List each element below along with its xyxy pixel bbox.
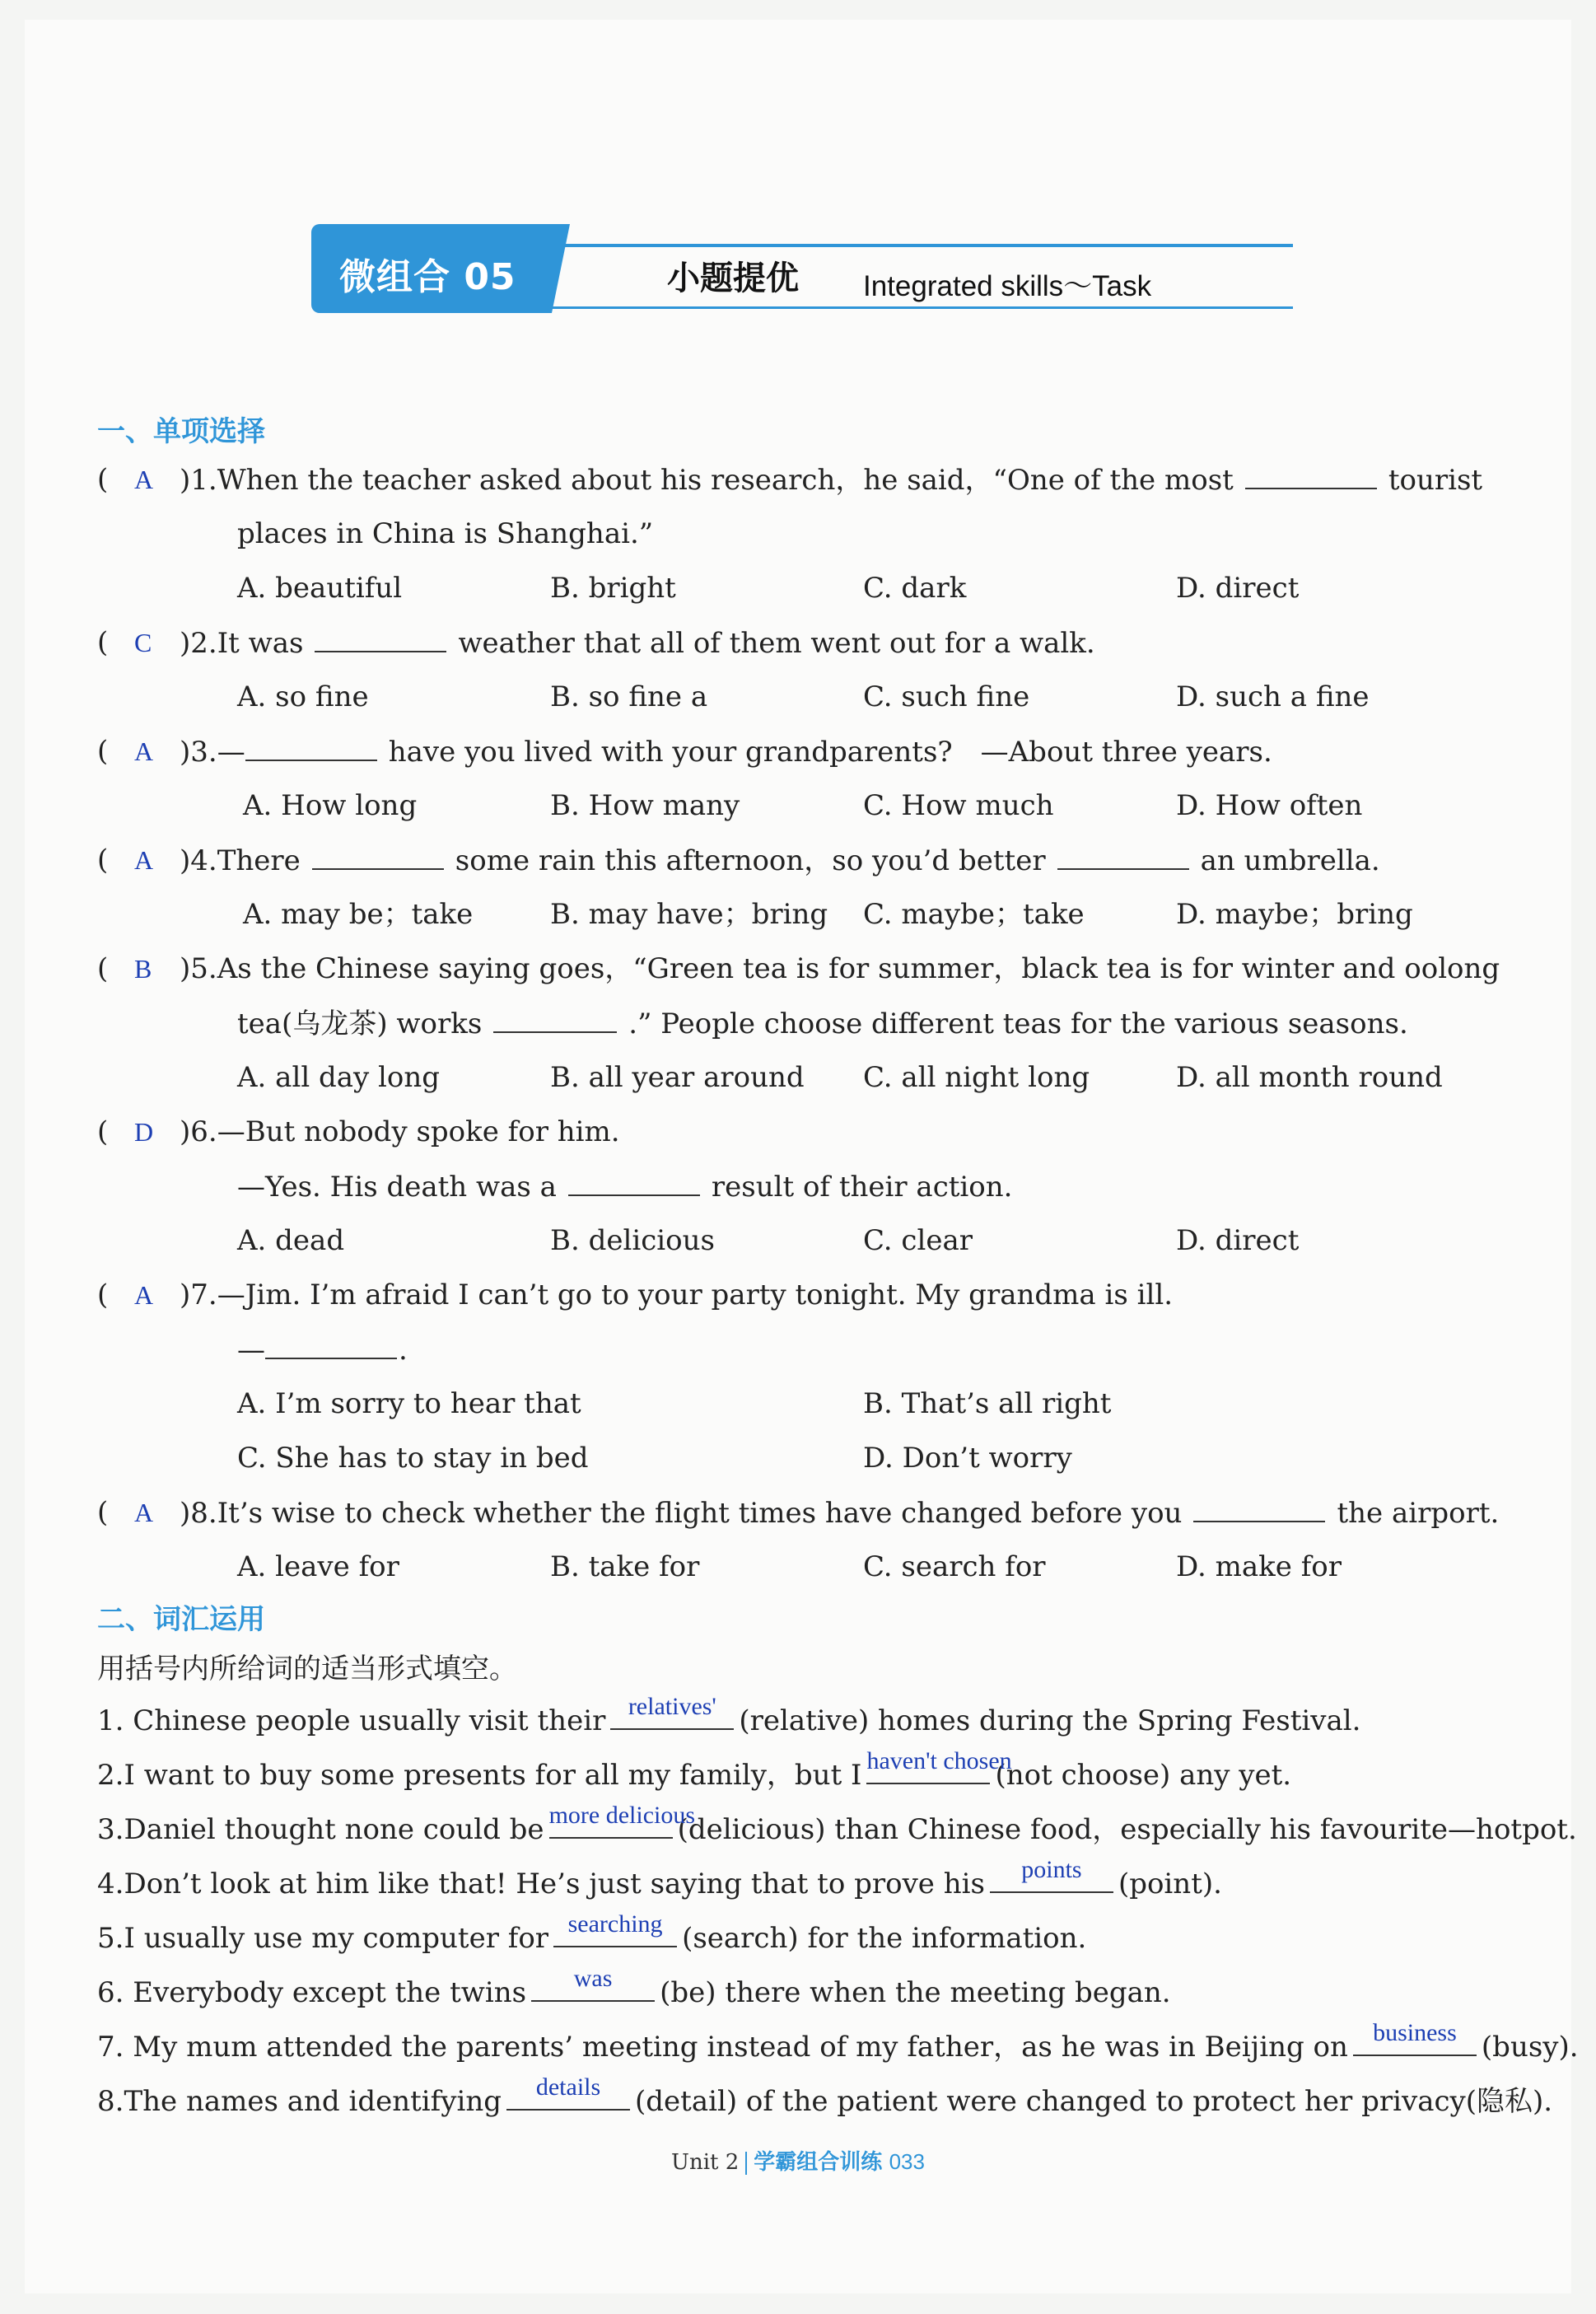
- option: B. all year around: [550, 1061, 805, 1094]
- answer-4: A: [134, 845, 154, 875]
- option: D. direct: [1176, 572, 1300, 605]
- answer-blank: [493, 1007, 617, 1033]
- option: D. all month round: [1176, 1061, 1443, 1094]
- option: A. all day long: [237, 1061, 441, 1094]
- option: D. such a fine: [1176, 680, 1370, 713]
- answer-8: A: [134, 1498, 154, 1527]
- page-number: 033: [889, 2149, 925, 2174]
- vocab-item-1: 1. Chinese people usually visit their relatives' (relative) homes during the Spring Festival.: [97, 1693, 1361, 1737]
- answer-blank: [245, 735, 377, 761]
- option: B. That’s all right: [863, 1387, 1112, 1420]
- answer-blank: [1193, 1496, 1325, 1522]
- banner-tab-label: 微组合 05: [339, 256, 516, 298]
- footer-brand: 学霸组合训练: [754, 2150, 883, 2175]
- answer-blank: [1245, 463, 1377, 489]
- option: C. She has to stay in bed: [237, 1442, 589, 1475]
- vocab-item-6: 6. Everybody except the twins was (be) there when the meeting began.: [97, 1965, 1171, 2009]
- banner-divider-top: [552, 244, 1293, 247]
- option: B. so fine a: [550, 680, 708, 713]
- vocab-item-5: 5.I usually use my computer for searching (search) for the information.: [97, 1910, 1087, 1955]
- answer-5: B: [134, 954, 152, 984]
- answer-6: D: [134, 1117, 154, 1147]
- section-instruction: 用括号内所给词的适当形式填空。: [97, 1653, 517, 1685]
- page-footer: [0, 2145, 1596, 2176]
- option: B. delicious: [550, 1224, 715, 1257]
- option: B. take for: [550, 1550, 700, 1583]
- option: A. beautiful: [237, 572, 403, 605]
- banner-title: 小题提优: [667, 259, 799, 297]
- vocab-item-3: 3.Daniel thought none could be more delicious (delicious) than Chinese food，especially his favourite—hotpot.: [97, 1802, 1577, 1846]
- section-heading-vocab: 二、词汇运用: [97, 1603, 265, 1636]
- answer-blank: [315, 626, 446, 652]
- answer-blank: searching: [553, 1918, 677, 1947]
- option: C. dark: [863, 572, 967, 605]
- footer-unit: Unit 2: [671, 2150, 740, 2175]
- answer-2: C: [134, 628, 152, 657]
- answer-1: A: [134, 465, 154, 494]
- option: B. How many: [550, 789, 740, 822]
- section-heading-choice: 一、单项选择: [97, 415, 265, 448]
- option: D. How often: [1176, 789, 1363, 822]
- option: C. all night long: [863, 1061, 1090, 1094]
- vocab-item-8: 8.The names and identifying details (detail) of the patient were changed to protect her privacy(隐私).: [97, 2073, 1553, 2118]
- option: A. leave for: [237, 1550, 399, 1583]
- banner-divider-bottom: [552, 306, 1293, 309]
- option: B. bright: [550, 572, 676, 605]
- answer-blank: relatives': [610, 1700, 734, 1730]
- option: C. maybe；take: [863, 898, 1085, 931]
- vocab-item-4: 4.Don’t look at him like that! He’s just saying that to prove his points (point).: [97, 1856, 1222, 1900]
- footer-separator: [745, 2152, 747, 2175]
- answer-blank: [312, 844, 444, 870]
- vocab-item-2: 2.I want to buy some presents for all my family，but I haven't chosen (not choose) any yet.: [97, 1747, 1292, 1792]
- option: C. clear: [863, 1224, 973, 1257]
- option: C. search for: [863, 1550, 1046, 1583]
- option: A. may be；take: [243, 898, 474, 931]
- option: A. dead: [237, 1224, 345, 1257]
- option: C. How much: [863, 789, 1054, 822]
- option: D. direct: [1176, 1224, 1300, 1257]
- answer-3: A: [134, 736, 154, 766]
- banner-subtitle: Integrated skills～Task: [863, 270, 1152, 302]
- vocab-item-7: 7. My mum attended the parents’ meeting instead of my father，as he was in Beijing on business (busy).: [97, 2019, 1579, 2064]
- option: B. may have；bring: [550, 898, 828, 931]
- answer-blank: [1057, 844, 1189, 870]
- answer-blank: points: [990, 1863, 1113, 1893]
- answer-blank: [568, 1170, 700, 1196]
- answer-blank: business: [1353, 2027, 1477, 2056]
- option: A. so fine: [237, 680, 369, 713]
- answer-blank: was: [531, 1972, 655, 2002]
- answer-blank: details: [506, 2081, 630, 2111]
- answer-blank: more delicious: [549, 1809, 673, 1839]
- answer-blank: haven't chosen: [866, 1755, 990, 1784]
- option: C. such fine: [863, 680, 1030, 713]
- option: D. Don’t worry: [863, 1442, 1072, 1475]
- option: A. I’m sorry to hear that: [237, 1387, 581, 1420]
- option: A. How long: [243, 789, 418, 822]
- answer-7: A: [134, 1280, 154, 1310]
- option: D. maybe；bring: [1176, 898, 1413, 931]
- option: D. make for: [1176, 1550, 1342, 1583]
- answer-blank: [265, 1333, 397, 1359]
